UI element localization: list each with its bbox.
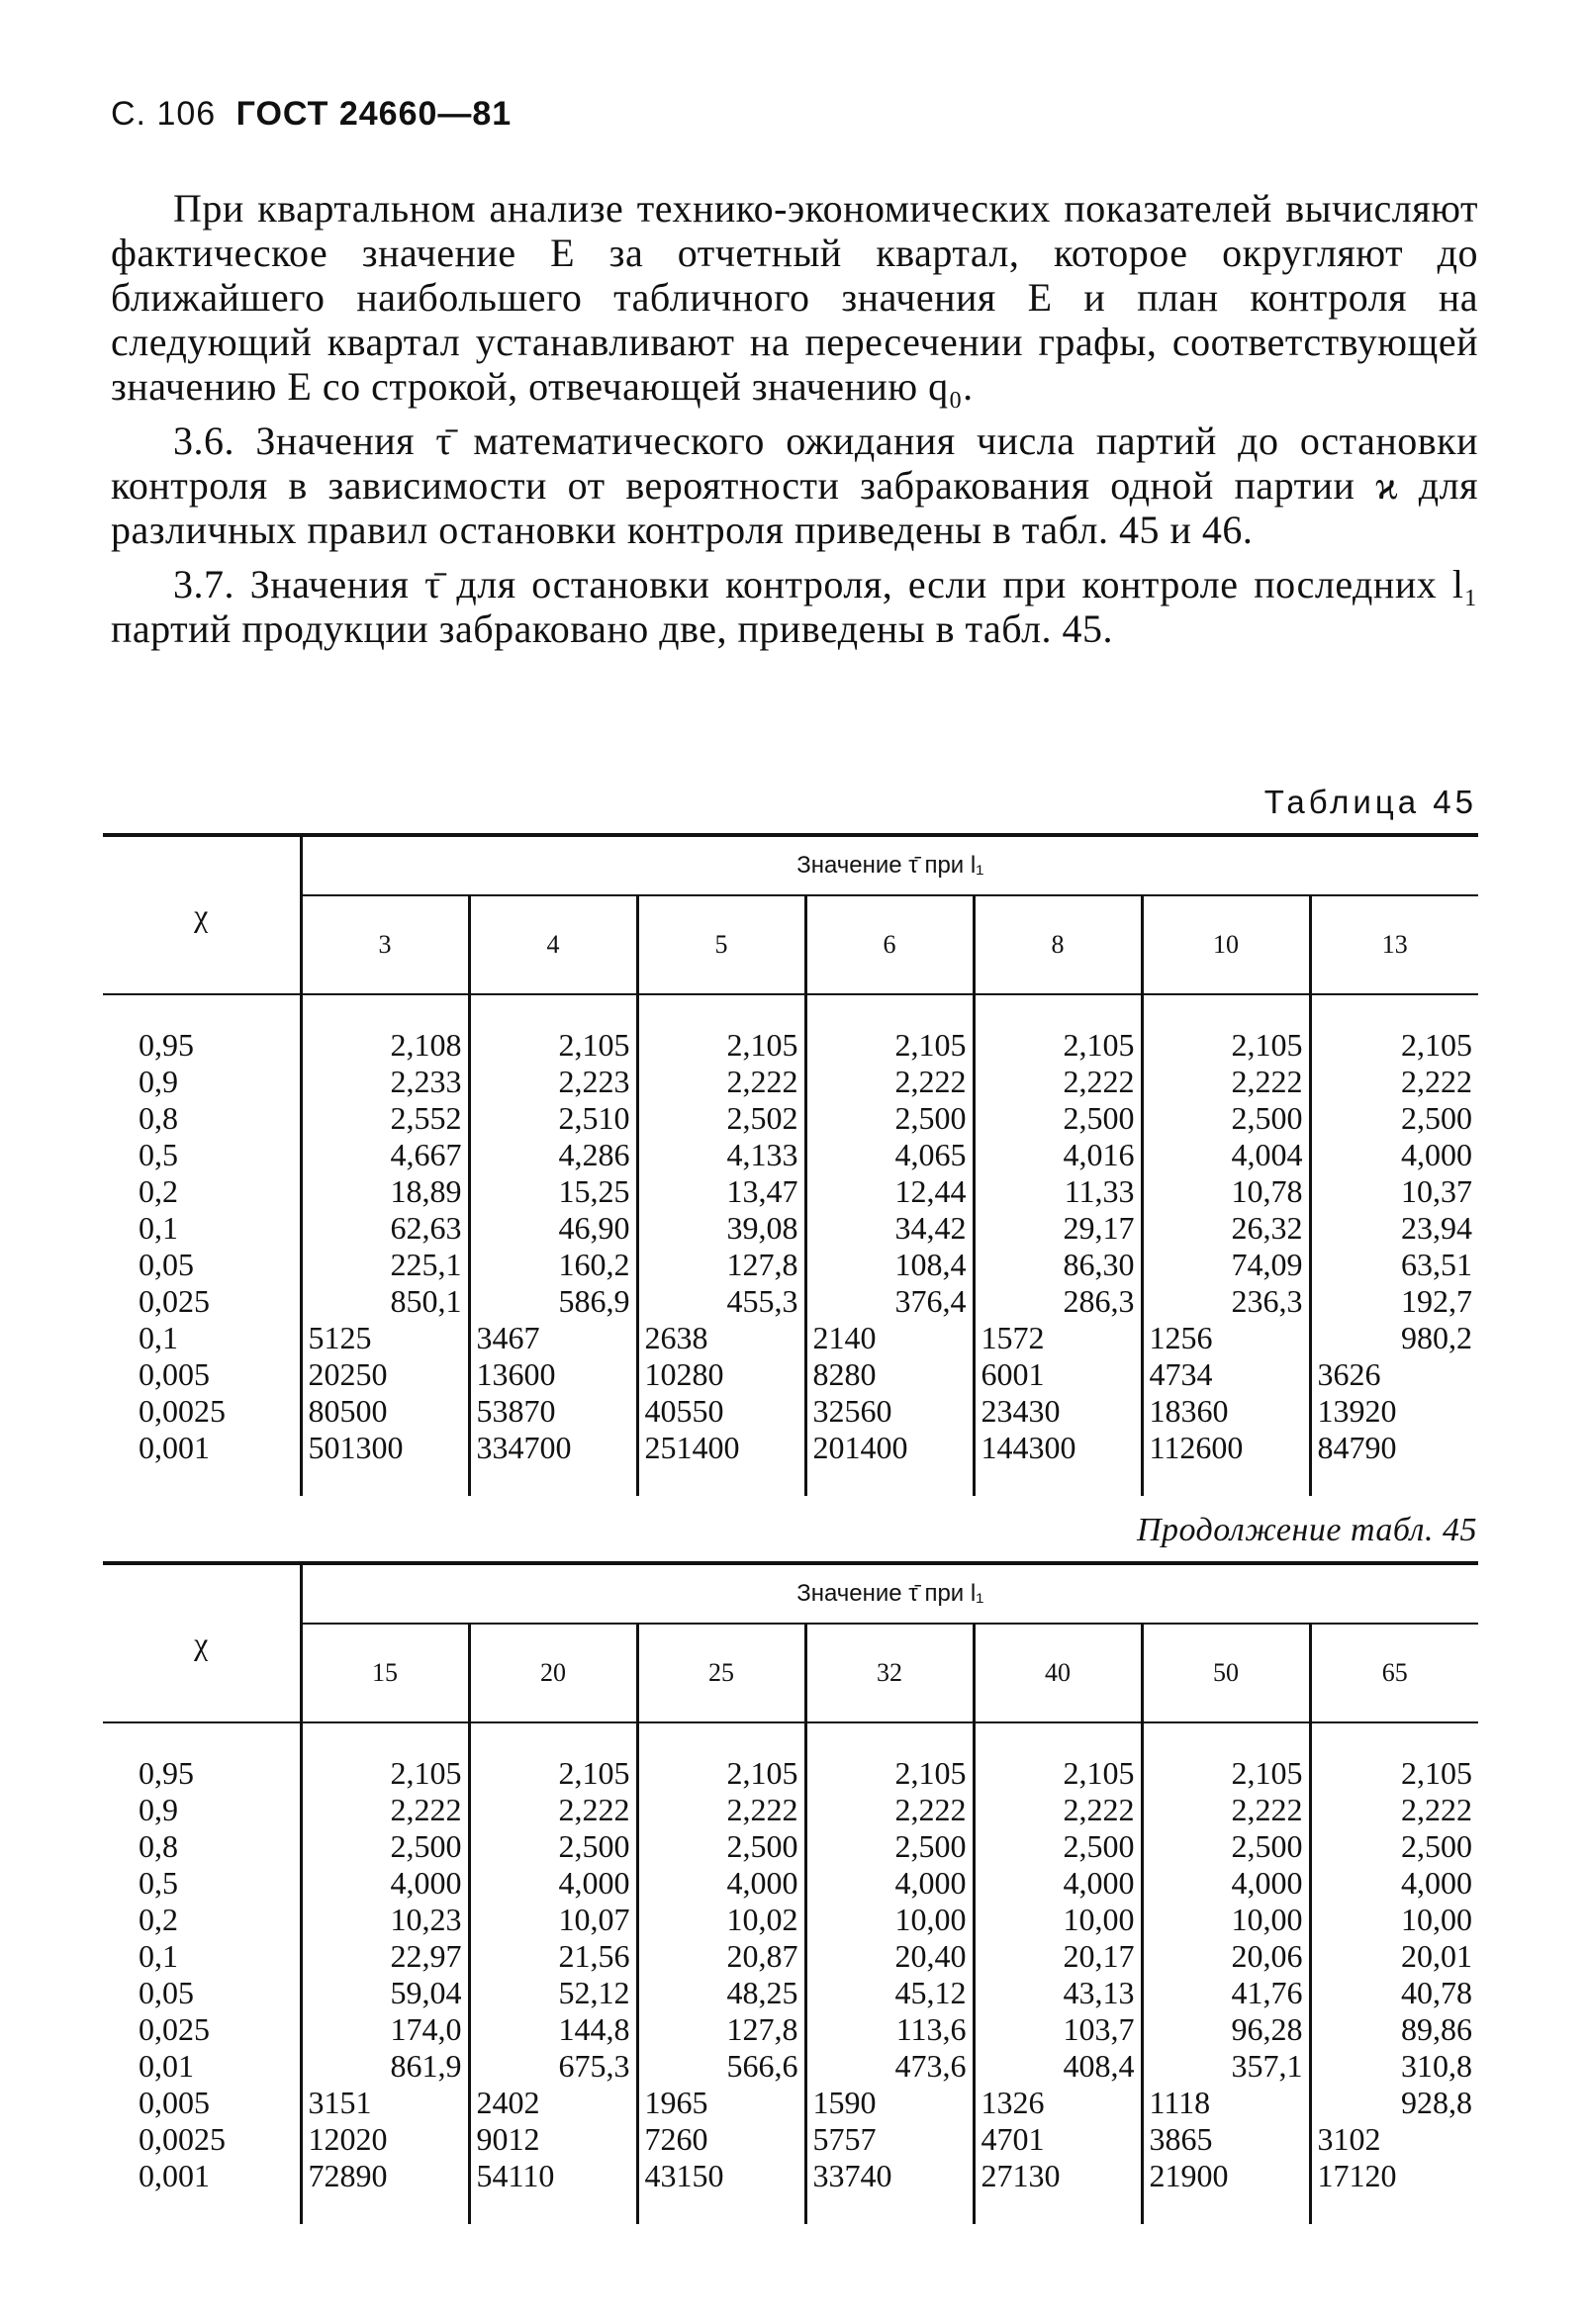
table-cell: 10,00 [1142, 1902, 1310, 1938]
chi-value: 0,005 [103, 1356, 301, 1393]
table-cell: 40550 [637, 1393, 805, 1430]
table-row [103, 1356, 1478, 1393]
paragraph-quarterly-analysis: При квартальном анализе технико-экономических показателей вычисляют фактическое значение E за отчетный квартал, которое округляют до ближайшего наибольшего табличного значения E и план контроля на следующий квартал устанавливают на пересечении графы, соответствующей значению E со строкой, отвечающей значению q₀. [111, 186, 1478, 409]
table-cell: 15,25 [469, 1173, 637, 1210]
table-cell: 17120 [1317, 2158, 1397, 2193]
table-cell: 13600 [469, 1356, 637, 1393]
table-cell: 2,500 [974, 1828, 1142, 1865]
chi-value: 0,1 [103, 1938, 301, 1975]
table-cell: 2,105 [1142, 1027, 1310, 1064]
table-cell: 4734 [1142, 1356, 1310, 1393]
table-row [103, 1755, 1478, 1792]
table-cell: 174,0 [301, 2011, 469, 2048]
table-cell: 1256 [1142, 1320, 1310, 1356]
table-cell: 2,233 [301, 1064, 469, 1100]
chi-value: 0,5 [103, 1865, 301, 1902]
chi-value: 0,005 [103, 2085, 301, 2121]
table-cell: 74,09 [1142, 1247, 1310, 1283]
table-cell: 2,500 [805, 1100, 974, 1137]
column-header: 13 [1310, 895, 1478, 994]
table-cell: 113,6 [805, 2011, 974, 2048]
table-cell: 43150 [637, 2158, 805, 2194]
table-cell: 201400 [805, 1430, 974, 1466]
table-row [103, 1792, 1478, 1828]
table-cell: 850,1 [301, 1283, 469, 1320]
table-row [103, 1137, 1478, 1173]
table-cell: 2,105 [469, 1027, 637, 1064]
table-cell: 26,32 [1142, 1210, 1310, 1247]
table-cell: 980,2 [1401, 1320, 1472, 1355]
table-cell: 2,222 [469, 1792, 637, 1828]
table-cell: 4,004 [1142, 1137, 1310, 1173]
column-header: 40 [974, 1624, 1142, 1722]
table-cell: 84790 [1317, 1430, 1397, 1465]
table-row [103, 1173, 1478, 1210]
chi-value: 0,025 [103, 2011, 301, 2048]
table-cell: 80500 [301, 1393, 469, 1430]
chi-value: 0,1 [103, 1320, 301, 1356]
table-45-continuation-label: Продолжение табл. 45 [1136, 1512, 1477, 1548]
table-cell: 23430 [974, 1393, 1142, 1430]
table-cell: 4701 [974, 2121, 1142, 2158]
table-row [103, 1865, 1478, 1902]
table-cell: 10,37 [1401, 1173, 1472, 1209]
table-cell: 2,222 [1142, 1064, 1310, 1100]
table-cell: 46,90 [469, 1210, 637, 1247]
table-cell: 4,065 [805, 1137, 974, 1173]
page-number: С. 106 [111, 95, 217, 133]
table-45-continued [103, 1561, 1478, 2224]
table-cell: 10,00 [1401, 1902, 1472, 1937]
table-cell: 2,510 [469, 1100, 637, 1137]
table-cell: 2,222 [805, 1792, 974, 1828]
table-cell: 29,17 [974, 1210, 1142, 1247]
standard-number: ГОСТ 24660—81 [235, 95, 513, 133]
table-cell: 41,76 [1142, 1975, 1310, 2011]
table-cell: 2,222 [974, 1792, 1142, 1828]
table-cell: 10,23 [301, 1902, 469, 1938]
table-cell: 20,40 [805, 1938, 974, 1975]
table-cell: 8280 [805, 1356, 974, 1393]
column-header: 6 [805, 895, 974, 994]
table-cell: 10,02 [637, 1902, 805, 1938]
table-cell: 4,000 [301, 1865, 469, 1902]
column-header: 8 [974, 895, 1142, 994]
table-cell: 2,105 [1142, 1755, 1310, 1792]
table-cell: 13,47 [637, 1173, 805, 1210]
table-cell: 32560 [805, 1393, 974, 1430]
table-row [103, 2158, 1478, 2194]
table-cell: 4,667 [301, 1137, 469, 1173]
chi-value: 0,0025 [103, 2121, 301, 2158]
table-cell: 1118 [1142, 2085, 1310, 2121]
table-cell: 2,222 [637, 1064, 805, 1100]
chi-value: 0,9 [103, 1792, 301, 1828]
table-cell: 473,6 [805, 2048, 974, 2085]
table-cell: 2,552 [301, 1100, 469, 1137]
table-cell: 43,13 [974, 1975, 1142, 2011]
table-cell: 86,30 [974, 1247, 1142, 1283]
column-header: 10 [1142, 895, 1310, 994]
table-cell: 675,3 [469, 2048, 637, 2085]
column-header: 3 [301, 895, 469, 994]
table-cell: 20,06 [1142, 1938, 1310, 1975]
table-cell: 4,016 [974, 1137, 1142, 1173]
table-cell: 2638 [637, 1320, 805, 1356]
table-cell: 4,000 [805, 1865, 974, 1902]
table-cell: 59,04 [301, 1975, 469, 2011]
table-cell: 376,4 [805, 1283, 974, 1320]
table-cell: 5125 [301, 1320, 469, 1356]
table-cell: 2,105 [637, 1027, 805, 1064]
table-cell: 1590 [805, 2085, 974, 2121]
table-row [103, 1393, 1478, 1430]
table-cell: 1572 [974, 1320, 1142, 1356]
chi-value: 0,001 [103, 1430, 301, 1466]
table-cell: 160,2 [469, 1247, 637, 1283]
table-row [103, 2121, 1478, 2158]
table-cell: 334700 [469, 1430, 637, 1466]
table-cell: 10,07 [469, 1902, 637, 1938]
table-cell: 10280 [637, 1356, 805, 1393]
table-cell: 357,1 [1142, 2048, 1310, 2085]
table-cell: 3626 [1317, 1356, 1381, 1392]
table-cell: 10,00 [974, 1902, 1142, 1938]
table-cell: 2,500 [1401, 1828, 1472, 1864]
table-cell: 62,63 [301, 1210, 469, 1247]
table-cell: 2,500 [301, 1828, 469, 1865]
table-45 [103, 833, 1478, 1496]
group-header: Значение τ̄ при l₁ [301, 1563, 1478, 1624]
table-cell: 10,00 [805, 1902, 974, 1938]
table-cell: 2,502 [637, 1100, 805, 1137]
table-cell: 2,500 [1142, 1100, 1310, 1137]
table-row [103, 1975, 1478, 2011]
table-cell: 3467 [469, 1320, 637, 1356]
chi-header: χ [103, 835, 301, 994]
chi-value: 0,05 [103, 1975, 301, 2011]
table-cell: 928,8 [1401, 2085, 1472, 2120]
table-row [103, 1430, 1478, 1466]
table-cell: 23,94 [1401, 1210, 1472, 1246]
table-cell: 12020 [301, 2121, 469, 2158]
table-cell: 2,105 [805, 1027, 974, 1064]
table-cell: 2,105 [1401, 1027, 1472, 1063]
table-cell: 63,51 [1401, 1247, 1472, 1282]
table-cell: 2,105 [974, 1027, 1142, 1064]
table-row [103, 1210, 1478, 1247]
table-cell: 2,108 [301, 1027, 469, 1064]
column-header: 32 [805, 1624, 974, 1722]
table-cell: 2,105 [974, 1755, 1142, 1792]
table-row [103, 1902, 1478, 1938]
table-cell: 39,08 [637, 1210, 805, 1247]
column-header: 4 [469, 895, 637, 994]
table-cell: 103,7 [974, 2011, 1142, 2048]
table-cell: 22,97 [301, 1938, 469, 1975]
table-cell: 72890 [301, 2158, 469, 2194]
table-cell: 251400 [637, 1430, 805, 1466]
table-cell: 3865 [1142, 2121, 1310, 2158]
table-cell: 225,1 [301, 1247, 469, 1283]
table-cell: 13920 [1317, 1393, 1397, 1429]
table-cell: 566,6 [637, 2048, 805, 2085]
table-cell: 4,000 [1401, 1865, 1472, 1901]
table-cell: 7260 [637, 2121, 805, 2158]
column-header: 50 [1142, 1624, 1310, 1722]
table-cell: 10,78 [1142, 1173, 1310, 1210]
chi-value: 0,8 [103, 1828, 301, 1865]
table-cell: 192,7 [1401, 1283, 1472, 1319]
table-cell: 5757 [805, 2121, 974, 2158]
table-cell: 2,105 [301, 1755, 469, 1792]
chi-value: 0,95 [103, 1755, 301, 1792]
chi-value: 0,1 [103, 1210, 301, 1247]
column-header: 25 [637, 1624, 805, 1722]
table-cell: 2,222 [301, 1792, 469, 1828]
table-cell: 2,500 [1142, 1828, 1310, 1865]
table-cell: 144,8 [469, 2011, 637, 2048]
chi-value: 0,0025 [103, 1393, 301, 1430]
table-cell: 2402 [469, 2085, 637, 2121]
table-row [103, 1320, 1478, 1356]
table-cell: 286,3 [974, 1283, 1142, 1320]
table-cell: 586,9 [469, 1283, 637, 1320]
table-cell: 2,105 [1401, 1755, 1472, 1791]
table-row [103, 1064, 1478, 1100]
table-cell: 501300 [301, 1430, 469, 1466]
table-cell: 127,8 [637, 1247, 805, 1283]
table-cell: 53870 [469, 1393, 637, 1430]
table-row [103, 2085, 1478, 2121]
chi-value: 0,001 [103, 2158, 301, 2194]
table-row [103, 1027, 1478, 1064]
table-cell: 4,000 [469, 1865, 637, 1902]
table-cell: 861,9 [301, 2048, 469, 2085]
chi-header: χ [103, 1563, 301, 1722]
table-cell: 112600 [1142, 1430, 1310, 1466]
table-cell: 2140 [805, 1320, 974, 1356]
table-row [103, 1283, 1478, 1320]
table-cell: 34,42 [805, 1210, 974, 1247]
table-cell: 2,223 [469, 1064, 637, 1100]
table-cell: 1326 [974, 2085, 1142, 2121]
table-cell: 408,4 [974, 2048, 1142, 2085]
table-cell: 2,222 [974, 1064, 1142, 1100]
chi-value: 0,5 [103, 1137, 301, 1173]
table-cell: 2,222 [637, 1792, 805, 1828]
table-cell: 20,17 [974, 1938, 1142, 1975]
table-cell: 11,33 [974, 1173, 1142, 1210]
table-cell: 2,222 [1401, 1792, 1472, 1827]
table-cell: 6001 [974, 1356, 1142, 1393]
table-cell: 9012 [469, 2121, 637, 2158]
table-cell: 2,105 [637, 1755, 805, 1792]
chi-value: 0,95 [103, 1027, 301, 1064]
table-cell: 4,286 [469, 1137, 637, 1173]
body-text [111, 186, 1478, 661]
table-cell: 52,12 [469, 1975, 637, 2011]
table-cell: 20,01 [1401, 1938, 1472, 1974]
chi-value: 0,01 [103, 2048, 301, 2085]
column-header: 20 [469, 1624, 637, 1722]
table-row [103, 2011, 1478, 2048]
table-row [103, 1828, 1478, 1865]
table-cell: 236,3 [1142, 1283, 1310, 1320]
table-cell: 96,28 [1142, 2011, 1310, 2048]
table-cell: 2,500 [974, 1100, 1142, 1137]
table-cell: 4,000 [974, 1865, 1142, 1902]
table-cell: 18360 [1142, 1393, 1310, 1430]
table-cell: 48,25 [637, 1975, 805, 2011]
table-cell: 310,8 [1401, 2048, 1472, 2084]
table-cell: 2,105 [805, 1755, 974, 1792]
table-cell: 18,89 [301, 1173, 469, 1210]
table-cell: 33740 [805, 2158, 974, 2194]
chi-value: 0,05 [103, 1247, 301, 1283]
column-header: 5 [637, 895, 805, 994]
table-cell: 4,133 [637, 1137, 805, 1173]
table-cell: 45,12 [805, 1975, 974, 2011]
table-cell: 2,500 [637, 1828, 805, 1865]
table-cell: 2,222 [1401, 1064, 1472, 1099]
table-cell: 40,78 [1401, 1975, 1472, 2010]
column-header: 65 [1310, 1624, 1478, 1722]
table-cell: 20250 [301, 1356, 469, 1393]
table-cell: 3102 [1317, 2121, 1381, 2157]
table-row [103, 2048, 1478, 2085]
table-cell: 4,000 [1142, 1865, 1310, 1902]
table-cell: 4,000 [1401, 1137, 1472, 1172]
table-row [103, 1938, 1478, 1975]
table-45-label: Таблица 45 [1263, 784, 1477, 820]
table-cell: 2,500 [469, 1828, 637, 1865]
chi-value: 0,025 [103, 1283, 301, 1320]
paragraph-3-6: 3.6. Значения τ̄ математического ожидания числа партий до остановки контроля в зависимости от вероятности забракования одной партии ϰ для различных правил остановки контроля приведены в табл. 45 и 46. [111, 418, 1478, 552]
table-cell: 21,56 [469, 1938, 637, 1975]
table-cell: 89,86 [1401, 2011, 1472, 2047]
table-cell: 1965 [637, 2085, 805, 2121]
table-cell: 2,500 [805, 1828, 974, 1865]
table-cell: 144300 [974, 1430, 1142, 1466]
table-cell: 20,87 [637, 1938, 805, 1975]
column-header: 15 [301, 1624, 469, 1722]
table-cell: 54110 [469, 2158, 637, 2194]
table-cell: 108,4 [805, 1247, 974, 1283]
table-cell: 2,500 [1401, 1100, 1472, 1136]
table-cell: 12,44 [805, 1173, 974, 1210]
chi-value: 0,8 [103, 1100, 301, 1137]
table-cell: 455,3 [637, 1283, 805, 1320]
table-cell: 4,000 [637, 1865, 805, 1902]
table-cell: 2,222 [805, 1064, 974, 1100]
table-cell: 27130 [974, 2158, 1142, 2194]
table-row [103, 1247, 1478, 1283]
chi-value: 0,2 [103, 1902, 301, 1938]
chi-value: 0,9 [103, 1064, 301, 1100]
paragraph-3-7: 3.7. Значения τ̄ для остановки контроля, если при контроле последних l₁ партий продукции забраковано две, приведены в табл. 45. [111, 562, 1478, 651]
table-cell: 2,222 [1142, 1792, 1310, 1828]
group-header: Значение τ̄ при l₁ [301, 835, 1478, 895]
table-cell: 3151 [301, 2085, 469, 2121]
table-cell: 2,105 [469, 1755, 637, 1792]
table-row [103, 1100, 1478, 1137]
table-cell: 127,8 [637, 2011, 805, 2048]
page-header [111, 95, 512, 134]
chi-value: 0,2 [103, 1173, 301, 1210]
table-cell: 21900 [1142, 2158, 1310, 2194]
